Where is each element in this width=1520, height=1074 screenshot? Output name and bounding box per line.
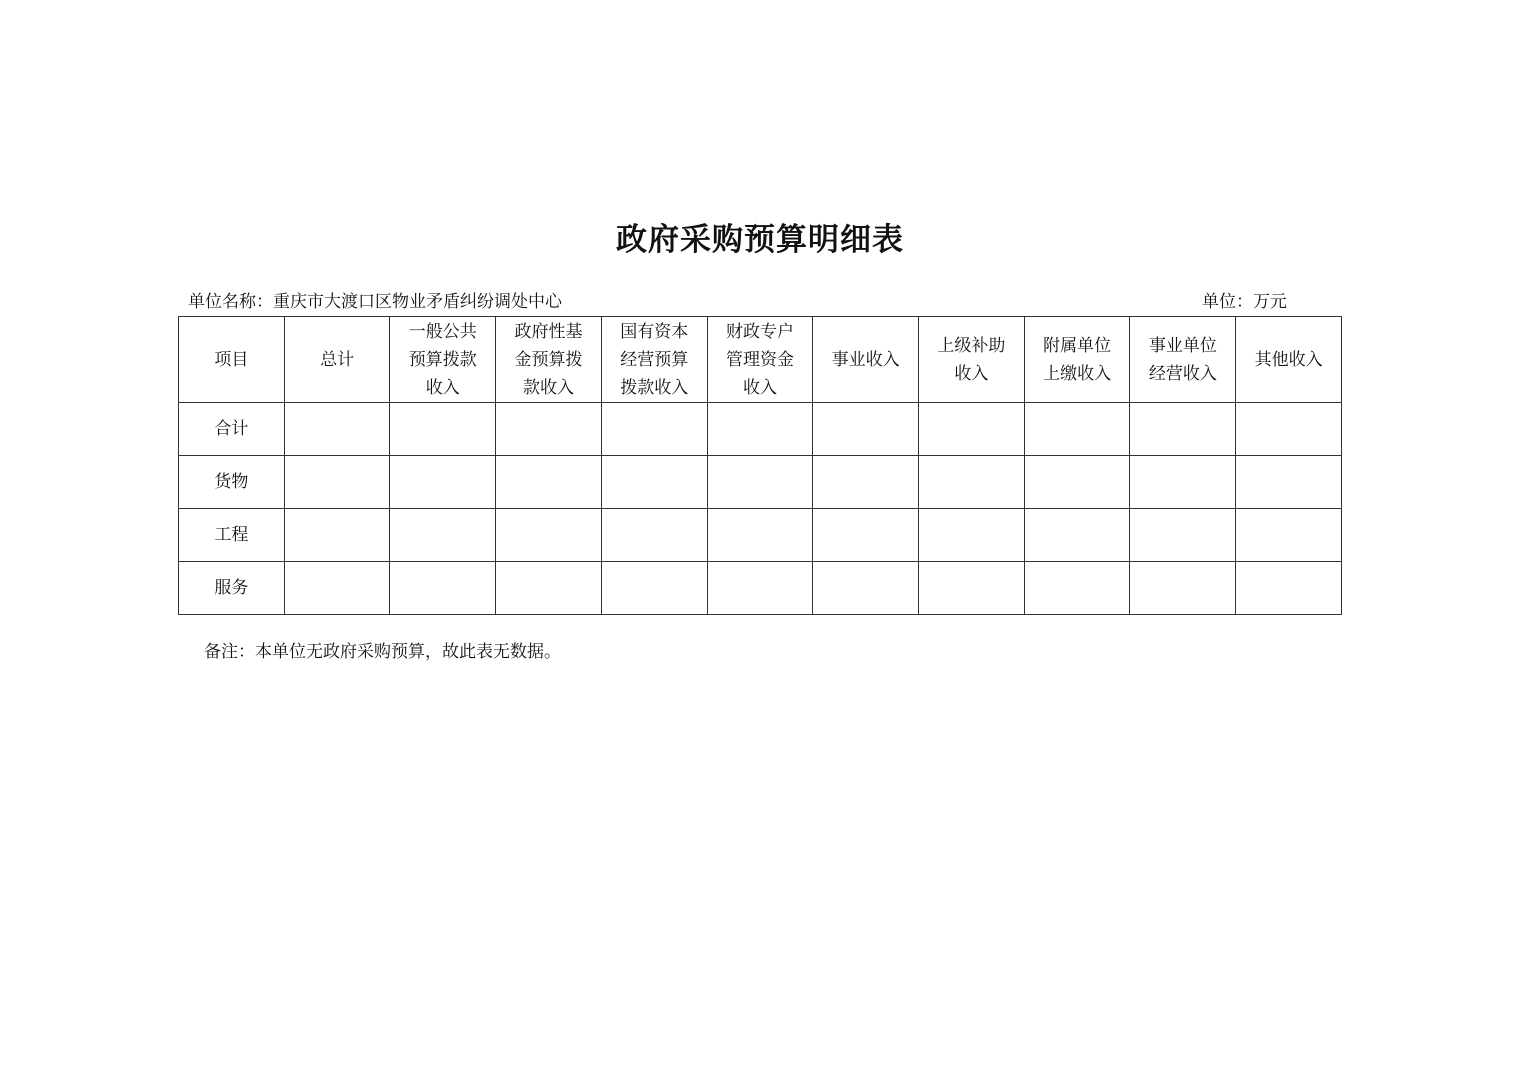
table-cell [496, 456, 602, 509]
table-cell [919, 562, 1025, 615]
column-header [919, 317, 1025, 403]
table-cell [813, 456, 919, 509]
table-cell [496, 562, 602, 615]
column-header-line: 预算拨款 [408, 349, 477, 370]
column-header [179, 317, 285, 403]
column-header-line: 收入 [425, 377, 460, 398]
column-header-line: 事业收入 [831, 349, 900, 370]
column-header [813, 317, 919, 403]
table-cell [919, 509, 1025, 562]
budget-table [178, 316, 1342, 615]
column-header-line: 金预算拨 [514, 349, 583, 370]
column-header [390, 317, 496, 403]
table-row [179, 456, 1342, 509]
table-row [179, 403, 1342, 456]
column-header [1236, 317, 1342, 403]
column-header-line: 收入 [954, 363, 989, 384]
column-header-line: 一般公共 [408, 321, 477, 342]
table-cell [813, 509, 919, 562]
row-label: 合计 [179, 403, 285, 456]
table-body [179, 403, 1342, 615]
table-cell [601, 403, 707, 456]
unit-label: 单位：万元 [1202, 292, 1287, 312]
table-cell [1024, 403, 1130, 456]
column-header [496, 317, 602, 403]
column-header [707, 317, 813, 403]
table-cell [284, 456, 390, 509]
table-cell [1236, 403, 1342, 456]
column-header-line: 拨款收入 [620, 377, 689, 398]
column-header-line: 上级补助 [937, 335, 1006, 356]
column-header-line: 国有资本 [620, 321, 689, 342]
column-header [1024, 317, 1130, 403]
column-header [284, 317, 390, 403]
table-cell [284, 562, 390, 615]
table-cell [601, 509, 707, 562]
table-cell [284, 509, 390, 562]
table-cell [1130, 562, 1236, 615]
table-header-row [179, 317, 1342, 403]
table-cell [1024, 456, 1130, 509]
table-cell [707, 456, 813, 509]
table-cell [707, 562, 813, 615]
column-header-line: 其他收入 [1254, 349, 1323, 370]
table-cell [813, 562, 919, 615]
table-cell [707, 509, 813, 562]
column-header [1130, 317, 1236, 403]
table-cell [1236, 562, 1342, 615]
column-header-line: 项目 [214, 349, 249, 370]
table-cell [919, 403, 1025, 456]
table-cell [390, 509, 496, 562]
column-header-line: 经营预算 [620, 349, 689, 370]
table-row [179, 562, 1342, 615]
table-cell [284, 403, 390, 456]
column-header-line: 总计 [320, 349, 355, 370]
column-header-line: 经营收入 [1148, 363, 1217, 384]
table-cell [390, 562, 496, 615]
row-label: 服务 [179, 562, 285, 615]
table-cell [1024, 509, 1130, 562]
table-cell [496, 403, 602, 456]
table-cell [601, 456, 707, 509]
table-row [179, 509, 1342, 562]
table-cell [1130, 509, 1236, 562]
column-header-line: 上缴收入 [1043, 363, 1112, 384]
table-cell [813, 403, 919, 456]
column-header-line: 附属单位 [1043, 335, 1112, 356]
column-header [601, 317, 707, 403]
column-header-line: 收入 [742, 377, 777, 398]
table-cell [1236, 456, 1342, 509]
table-cell [496, 509, 602, 562]
table-cell [707, 403, 813, 456]
table-cell [1024, 562, 1130, 615]
column-header-line: 政府性基 [514, 321, 583, 342]
page-title: 政府采购预算明细表 [616, 222, 904, 258]
column-header-line: 事业单位 [1148, 335, 1217, 356]
unit-name-label: 单位名称：重庆市大渡口区物业矛盾纠纷调处中心 [188, 292, 562, 312]
column-header-line: 财政专户 [725, 321, 794, 342]
table-cell [390, 456, 496, 509]
table-cell [390, 403, 496, 456]
table-cell [601, 562, 707, 615]
note-text: 备注：本单位无政府采购预算，故此表无数据。 [204, 642, 561, 662]
table-cell [1130, 403, 1236, 456]
column-header-line: 款收入 [523, 377, 575, 398]
column-header-line: 管理资金 [725, 349, 794, 370]
row-label: 工程 [179, 509, 285, 562]
row-label: 货物 [179, 456, 285, 509]
table-cell [1130, 456, 1236, 509]
table-cell [919, 456, 1025, 509]
table-cell [1236, 509, 1342, 562]
